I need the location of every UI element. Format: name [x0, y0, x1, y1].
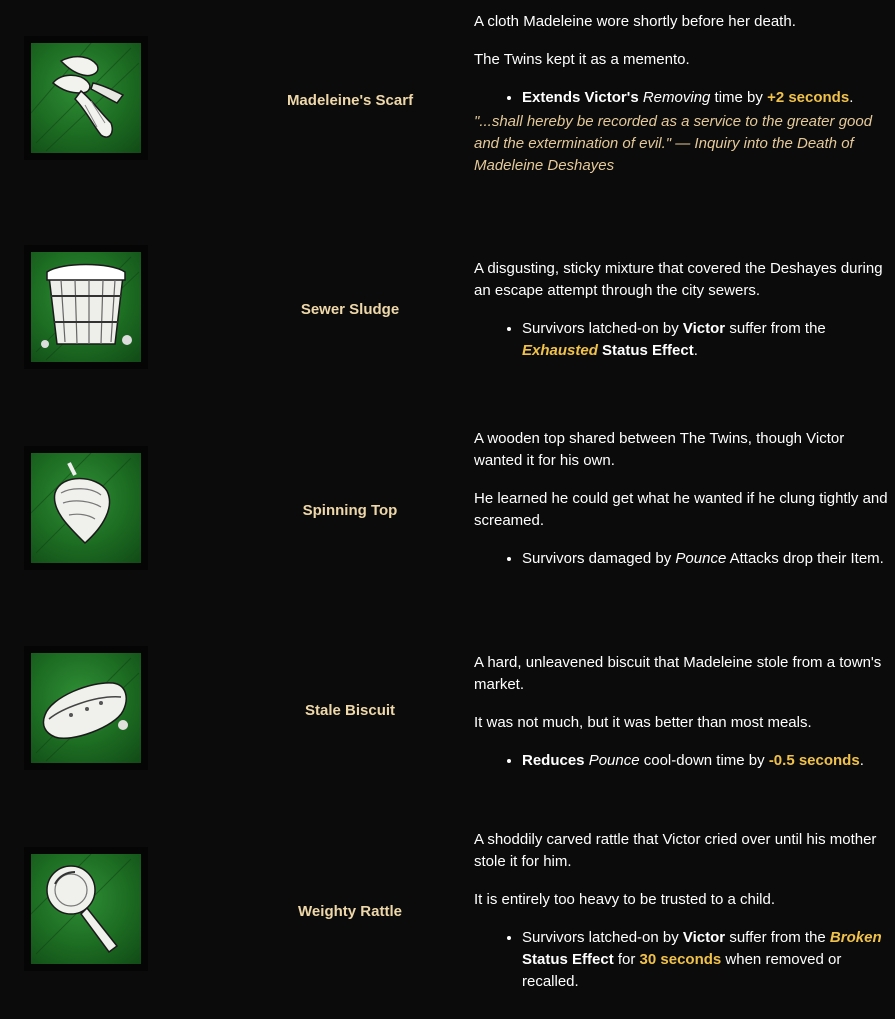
effect-text: cool-down time by: [639, 752, 769, 769]
effect-text: Survivors latched-on by: [522, 320, 683, 337]
effect-text: Survivors damaged by: [522, 550, 676, 567]
addon-name: Stale Biscuit: [304, 702, 396, 719]
effect-text: Survivors latched-on by: [522, 929, 683, 946]
effect-text: time by: [710, 89, 768, 106]
effect-text: Attacks drop their Item.: [726, 550, 884, 567]
effect-text: Victor: [682, 320, 726, 337]
effect-item: [522, 318, 889, 362]
rattle-icon: [31, 854, 141, 964]
addon-name: Spinning Top: [302, 502, 398, 519]
effect-list: [474, 548, 889, 570]
addon-icon-frame: [24, 245, 148, 369]
description-paragraph: It was not much, but it was better than most meals.: [474, 714, 812, 731]
addon-description: [474, 428, 889, 570]
description-paragraph: A hard, unleavened biscuit that Madeleine stole from a town's market.: [474, 654, 882, 693]
flavor-text: "...shall hereby be recorded as a service to the greater good and the extermination of evil." — Inquiry into the Death of Madeleine Deshayes: [474, 113, 873, 174]
effect-text: suffer from the: [725, 929, 830, 946]
addon-icon-frame: [24, 847, 148, 971]
effect-text: Reduces: [522, 752, 585, 769]
addon-icon-frame: [24, 446, 148, 570]
bucket-icon: [31, 252, 141, 362]
effect-list: [474, 318, 889, 362]
effect-item: [522, 548, 889, 570]
description-paragraph: It is entirely too heavy to be trusted to a child.: [474, 891, 775, 908]
effect-text: Status Effect: [522, 951, 614, 968]
scarf-icon: [31, 43, 141, 153]
description-paragraph: The Twins kept it as a memento.: [474, 51, 690, 68]
effect-list: [474, 750, 889, 772]
effect-item: [522, 927, 889, 993]
addon-icon-frame: [24, 36, 148, 160]
addon-name: Madeleine's Scarf: [286, 92, 414, 109]
effect-text: suffer from the: [725, 320, 826, 337]
description-paragraph: A wooden top shared between The Twins, though Victor wanted it for his own.: [474, 430, 845, 469]
effect-text: Pounce: [675, 550, 727, 567]
effect-list: [474, 87, 889, 109]
biscuit-icon: [31, 653, 141, 763]
addon-description: [474, 829, 889, 993]
effect-text: Pounce: [588, 752, 640, 769]
addon-description: [474, 258, 889, 362]
effect-text: Status Effect: [597, 342, 694, 359]
effect-text: .: [693, 342, 698, 359]
effect-text: Removing: [642, 89, 711, 106]
addon-name: Weighty Rattle: [298, 903, 402, 920]
description-paragraph: A shoddily carved rattle that Victor cried over until his mother stole it for him.: [474, 831, 877, 870]
effect-text: Victor: [682, 929, 726, 946]
spinning-top-icon: [31, 453, 141, 563]
effect-value: +2 seconds: [767, 89, 850, 106]
addon-icon-frame: [24, 646, 148, 770]
effect-text: .: [849, 89, 854, 106]
description-paragraph: A cloth Madeleine wore shortly before her death.: [474, 13, 796, 30]
addon-description: [474, 11, 889, 193]
effect-value: Broken: [829, 929, 882, 946]
effect-value: -0.5 seconds: [768, 752, 860, 769]
description-paragraph: A disgusting, sticky mixture that covered the Deshayes during an escape attempt through the city sewers.: [474, 260, 883, 299]
effect-value: Exhausted: [522, 342, 598, 359]
effect-text: Extends Victor's: [522, 89, 639, 106]
effect-text: when removed or recalled.: [522, 951, 842, 990]
addon-description: [474, 652, 889, 772]
addon-name: Sewer Sludge: [300, 301, 400, 318]
description-paragraph: He learned he could get what he wanted if he clung tightly and screamed.: [474, 490, 888, 529]
effect-text: for: [613, 951, 640, 968]
effect-text: .: [859, 752, 864, 769]
effect-value: 30 seconds: [639, 951, 722, 968]
effect-list: [474, 927, 889, 993]
effect-item: [522, 750, 889, 772]
effect-item: [522, 87, 889, 109]
